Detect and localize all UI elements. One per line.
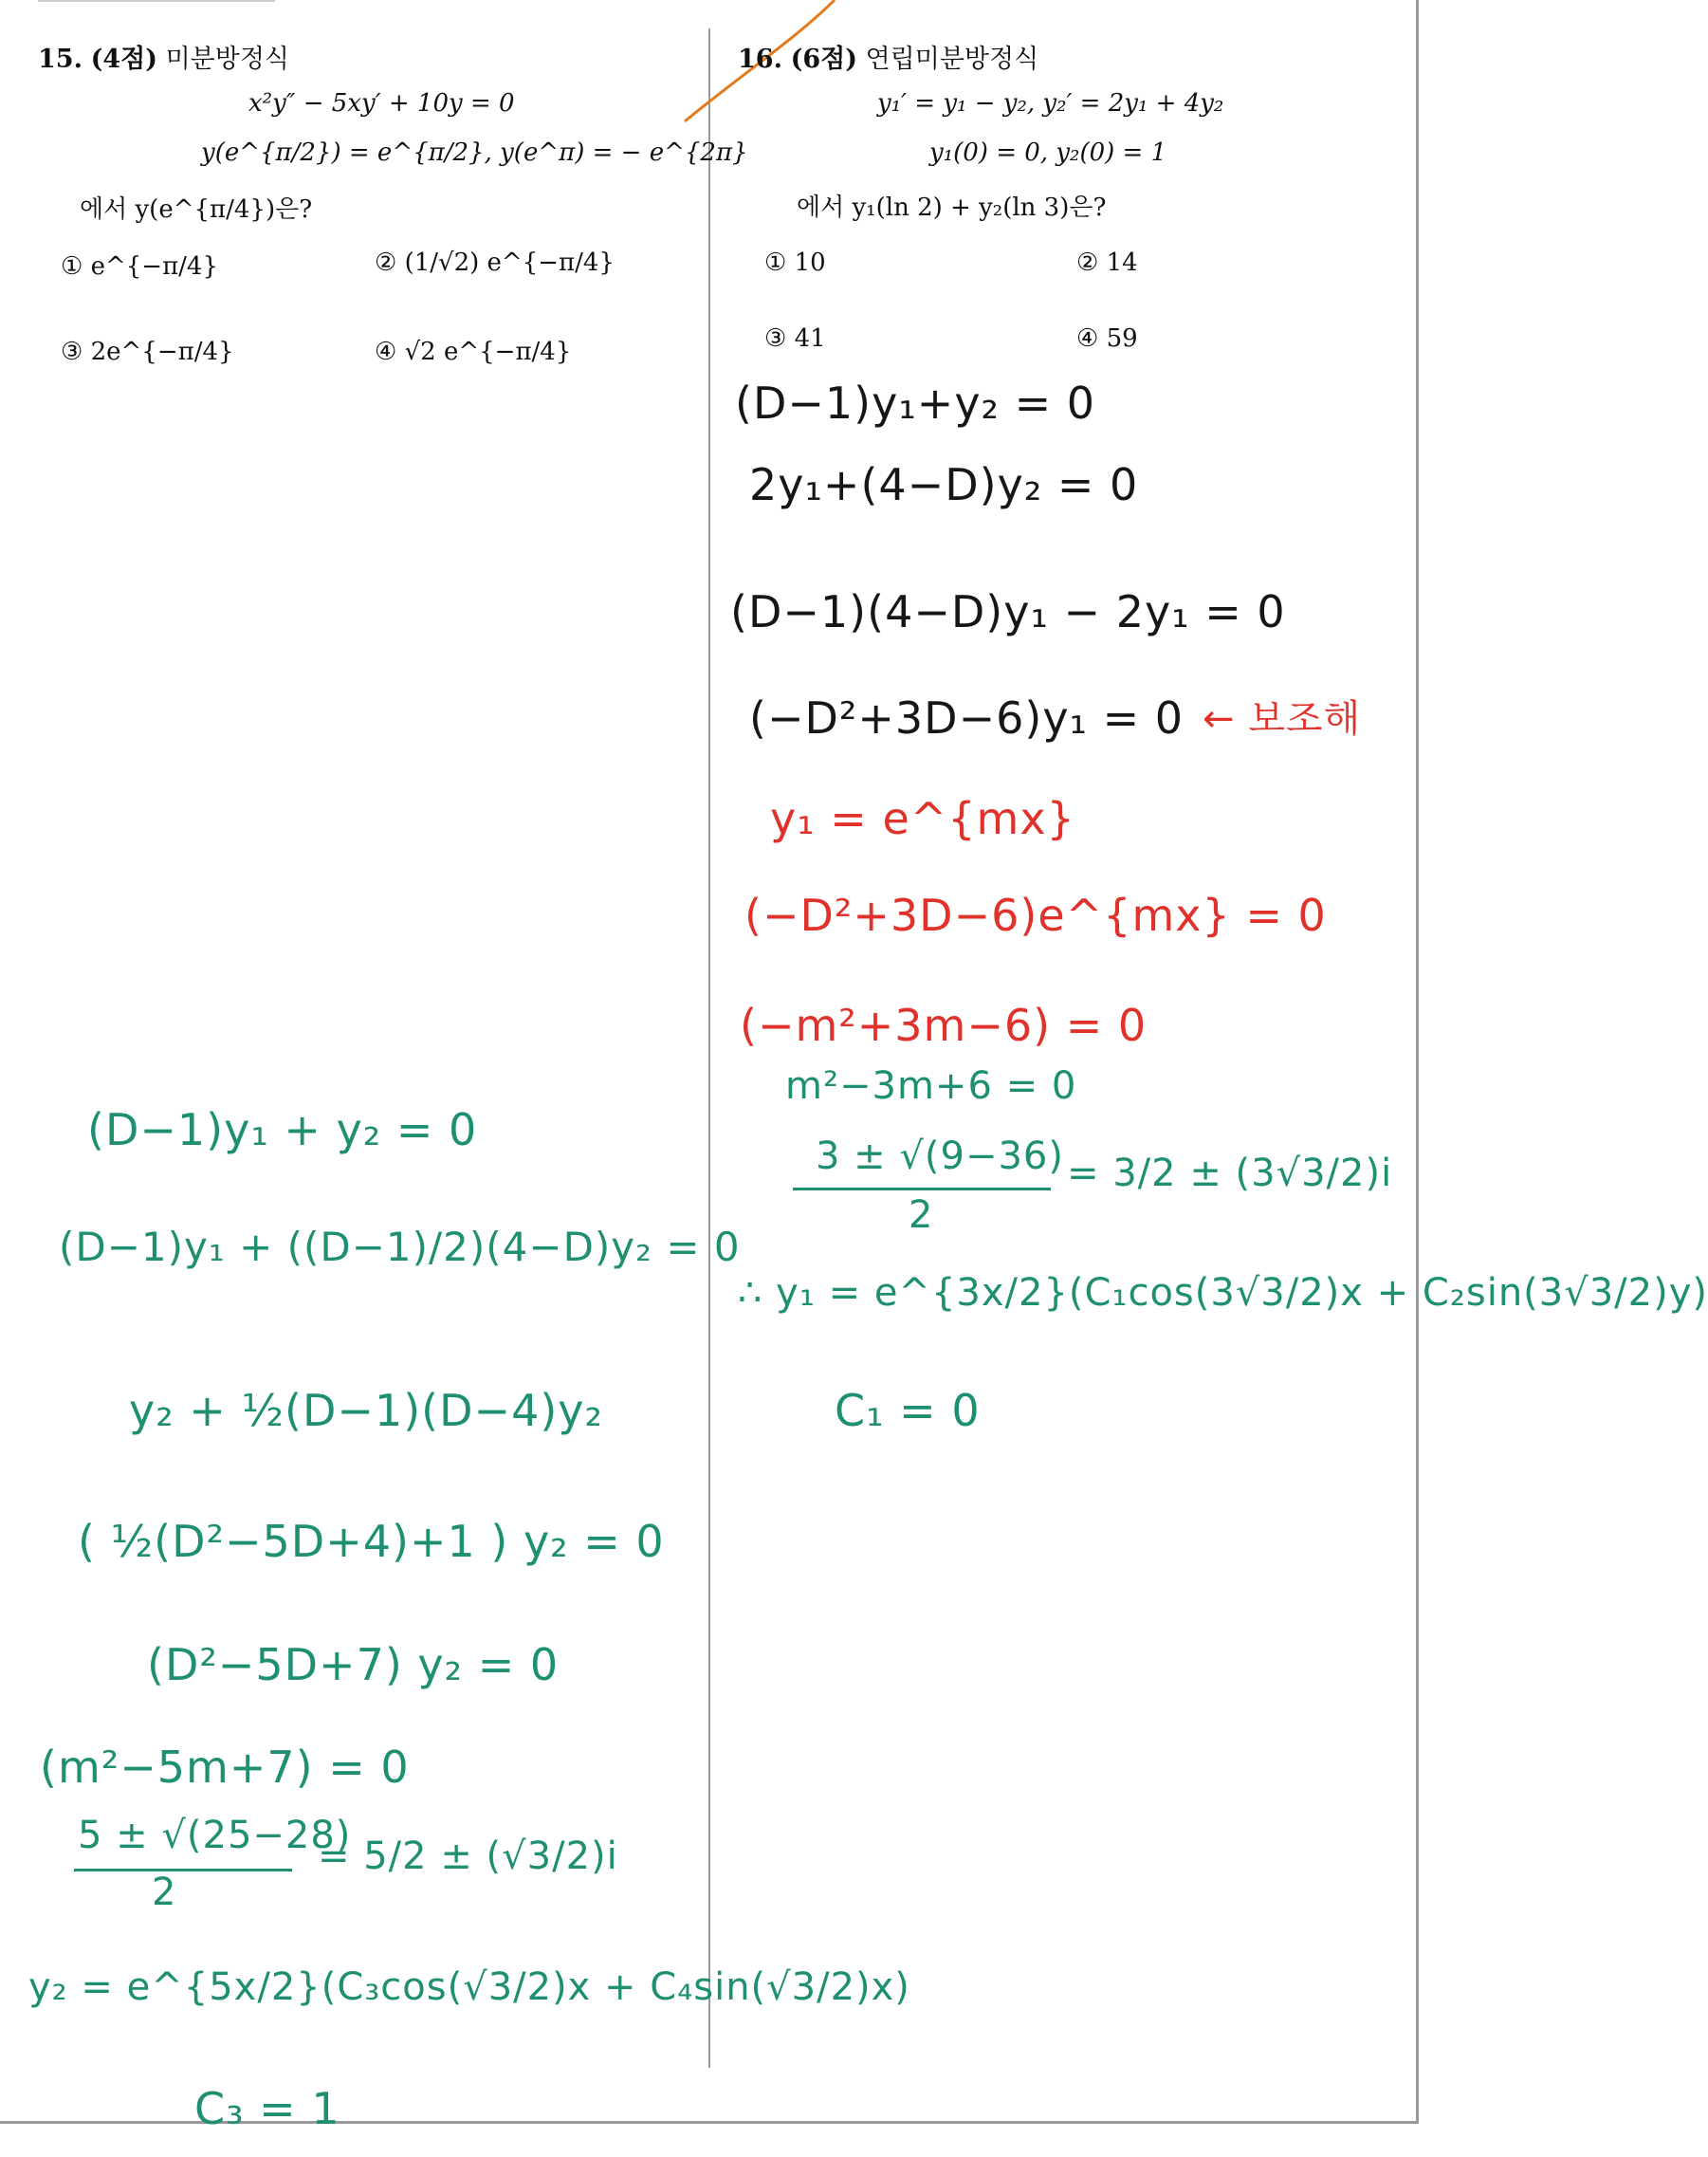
hw-left-fraction-bar [74, 1869, 292, 1871]
q15-option-3[interactable]: ③ 2e^{−π/4} [61, 338, 234, 366]
q15-question: 에서 y(e^{π/4})은? [80, 195, 313, 224]
q16-option-3[interactable]: ③ 41 [764, 324, 826, 353]
hw-left-line-5: (D²−5D+7) y₂ = 0 [147, 1639, 560, 1690]
q15-option-4[interactable]: ④ √2 e^{−π/4} [375, 338, 572, 366]
hw-left-quadratic-numerator: 5 ± √(25−28) [78, 1814, 352, 1857]
hw-left-roots: = 5/2 ± (√3/2)i [318, 1834, 618, 1878]
q16-option-1[interactable]: ① 10 [764, 249, 826, 277]
hw-note-complementary: ← 보조해 [1203, 697, 1362, 741]
hw-left-line-3: y₂ + ½(D−1)(D−4)y₂ [129, 1385, 603, 1436]
hw-right-line-2: 2y₁+(4−D)y₂ = 0 [749, 459, 1139, 510]
hw-left-solution-y2: y₂ = e^{5x/2}(C₃cos(√3/2)x + C₄sin(√3/2)x) [28, 1965, 910, 2009]
hw-right-line-4: (−D²+3D−6)y₁ = 0 [749, 692, 1185, 744]
q16-header [738, 38, 1038, 75]
hw-right-solution-y1: ∴ y₁ = e^{3x/2}(C₁cos(3√3/2)x + C₂sin(3√3/2)y) [738, 1271, 1708, 1315]
hw-right-line-1: (D−1)y₁+y₂ = 0 [735, 378, 1096, 429]
q16-option-2[interactable]: ② 14 [1076, 249, 1138, 277]
q16-system: y₁′ = y₁ − y₂, y₂′ = 2y₁ + 4y₂ [877, 89, 1224, 118]
hw-right-red-2: (−D²+3D−6)e^{mx} = 0 [744, 890, 1327, 941]
hw-left-c3: C₃ = 1 [194, 2083, 340, 2134]
hw-left-line-2: (D−1)y₁ + ((D−1)/2)(4−D)y₂ = 0 [59, 1224, 741, 1270]
hw-right-line-3: (D−1)(4−D)y₁ − 2y₁ = 0 [730, 586, 1286, 637]
hw-right-green-1: m²−3m+6 = 0 [785, 1064, 1077, 1108]
q16-option-4[interactable]: ④ 59 [1076, 324, 1138, 353]
q15-number: 15. [38, 45, 83, 74]
hw-left-line-6: (m²−5m+7) = 0 [40, 1742, 410, 1793]
q15-points: (4점) [90, 45, 157, 74]
q16-points: (6점) [790, 45, 857, 74]
q15-title: 미분방정식 [165, 45, 290, 74]
q16-question: 에서 y₁(ln 2) + y₂(ln 3)은? [797, 194, 1107, 222]
q15-equation: x²y″ − 5xy′ + 10y = 0 [248, 89, 515, 118]
hw-right-roots: = 3/2 ± (3√3/2)i [1067, 1152, 1393, 1195]
q15-header [38, 38, 289, 75]
hw-right-quadratic-numerator: 3 ± √(9−36) [816, 1134, 1064, 1178]
hw-left-quadratic-denominator: 2 [152, 1871, 177, 1914]
hw-right-c1: C₁ = 0 [835, 1385, 981, 1436]
q15-option-2[interactable]: ② (1/√2) e^{−π/4} [375, 249, 615, 277]
hw-right-quadratic-denominator: 2 [909, 1193, 934, 1237]
q15-conditions: y(e^{π/2}) = e^{π/2}, y(e^π) = − e^{2π} [201, 138, 748, 167]
hw-right-red-1: y₁ = e^{mx} [770, 793, 1075, 844]
hw-right-fraction-bar [793, 1188, 1051, 1190]
hw-right-red-3: (−m²+3m−6) = 0 [740, 1000, 1148, 1051]
q15-option-1[interactable]: ① e^{−π/4} [61, 252, 219, 281]
q16-number: 16. [738, 45, 782, 74]
q16-initial-conditions: y₁(0) = 0, y₂(0) = 1 [929, 138, 1167, 167]
hw-left-line-4: ( ½(D²−5D+4)+1 ) y₂ = 0 [78, 1516, 665, 1567]
hw-left-line-1: (D−1)y₁ + y₂ = 0 [87, 1104, 478, 1155]
q16-title: 연립미분방정식 [865, 45, 1039, 74]
